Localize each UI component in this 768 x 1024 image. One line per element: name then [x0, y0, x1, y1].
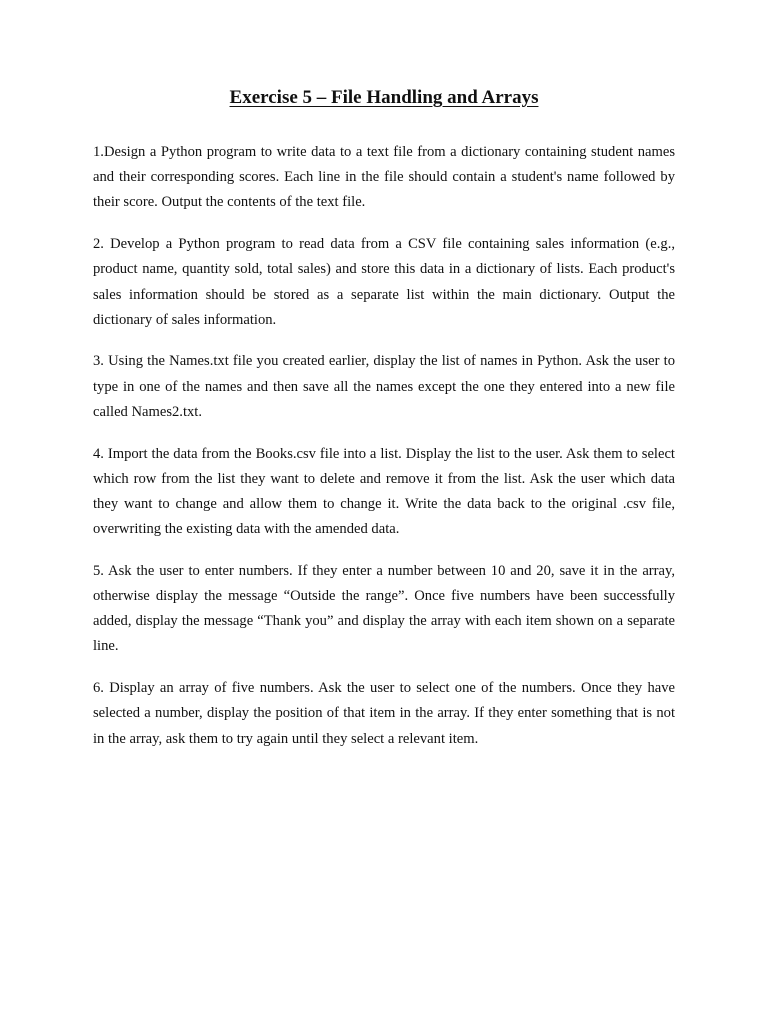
exercise-4: 4. Import the data from the Books.csv file into a list. Display the list to the user. Ask them to select which row from the list they want to delete and remove it from the list. Ask the user which data they want to change and allow them to change it. Write the data back to the original .csv file, overwriting the existing data with the amended data.	[93, 445, 675, 538]
exercise-list	[93, 140, 675, 768]
exercise-3: 3. Using the Names.txt file you created earlier, display the list of names in Python. Ask the user to type in one of the names and then save all the names except the one they entered into a new file called Names2.txt.	[93, 353, 675, 420]
exercise-5: 5. Ask the user to enter numbers. If they enter a number between 10 and 20, save it in the array, otherwise display the message “Outside the range”. Once five numbers have been successfully added, display the message “Thank you” and display the array with each item shown on a separate line.	[93, 562, 675, 655]
document-title: Exercise 5 – File Handling and Arrays	[229, 87, 539, 108]
exercise-6: 6. Display an array of five numbers. Ask the user to select one of the numbers. Once they have selected a number, display the position of that item in the array. If they enter something that is not in the array, ask them to try again until they select a relevant item.	[93, 680, 675, 747]
exercise-2: 2. Develop a Python program to read data from a CSV file containing sales information (e.g., product name, quantity sold, total sales) and store this data in a dictionary of lists. Each product's sales information should be stored as a separate list within the main dictionary. Output the dictionary of sales information.	[93, 236, 675, 328]
exercise-1: 1.Design a Python program to write data to a text file from a dictionary containing student names and their corresponding scores. Each line in the file should contain a student's name followed by their score. Output the contents of the text file.	[93, 144, 675, 211]
